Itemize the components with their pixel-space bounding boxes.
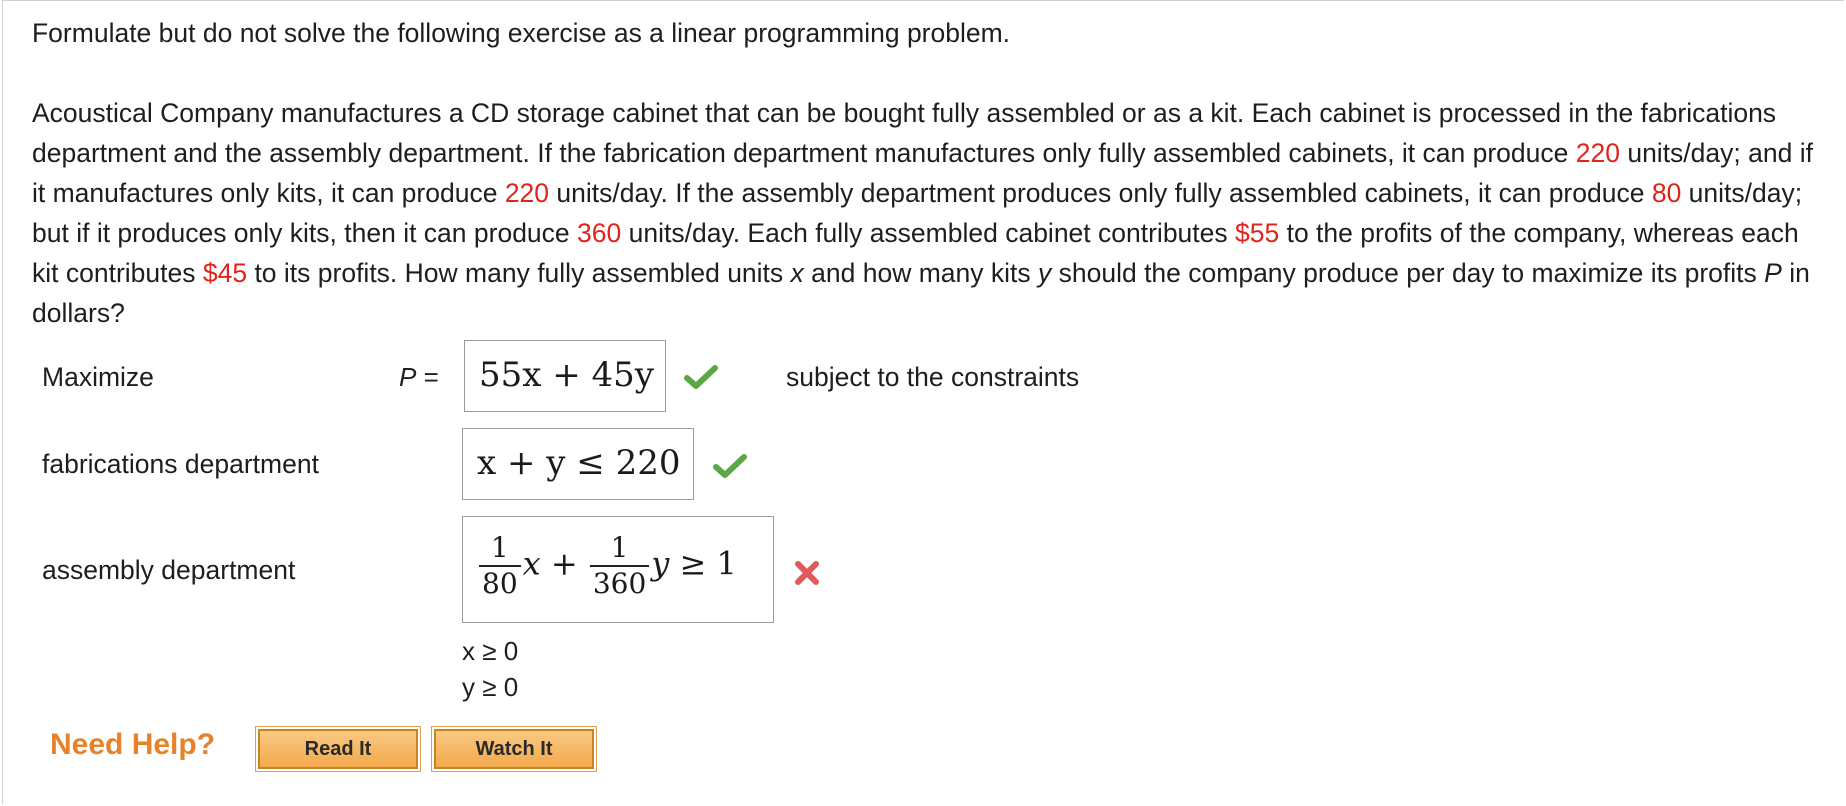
- value-asm-assembled: 80: [1651, 178, 1682, 208]
- question-intro: Formulate but do not solve the following exercise as a linear programming problem.: [32, 18, 1011, 48]
- var-p: P: [399, 362, 417, 392]
- fraction-numerator: 1: [479, 531, 521, 567]
- maximize-label: Maximize: [42, 362, 154, 392]
- value-asm-kits: 360: [577, 218, 622, 248]
- fraction-denominator: 360: [592, 567, 647, 600]
- problem-text: units/day; but if it produces only kits, then it can produce: [32, 178, 1803, 248]
- nonneg-y: y ≥ 0: [462, 672, 519, 702]
- subject-to-text: subject to the constraints: [786, 362, 1080, 392]
- fraction: [479, 531, 521, 601]
- value-profit-assembled: $55: [1235, 218, 1280, 248]
- problem-text: to the profits of the company, whereas each kit contributes: [32, 218, 1799, 288]
- var-x: x: [522, 544, 541, 583]
- var-x: x: [790, 258, 804, 288]
- assembly-label: assembly department: [42, 555, 296, 585]
- problem-text: should the company produce per day to maximize its profits: [1051, 258, 1765, 288]
- fraction: [590, 531, 649, 601]
- problem-statement: [32, 93, 1822, 333]
- var-y: y: [651, 544, 670, 583]
- problem-text: and how many kits: [803, 258, 1038, 288]
- need-help-label: Need Help?: [50, 728, 216, 761]
- fraction-numerator: 1: [590, 531, 649, 567]
- problem-text: units/day. If the assembly department produces only fully assembled cabinets, it can produce: [549, 178, 1652, 208]
- watch-it-button[interactable]: Watch It: [434, 729, 594, 769]
- nonneg-x: x ≥ 0: [462, 636, 519, 666]
- equals-sign: =: [423, 362, 439, 392]
- objective-p-label: [399, 362, 439, 393]
- read-it-button[interactable]: Read It: [258, 729, 418, 769]
- assembly-answer-input[interactable]: [462, 516, 774, 623]
- var-y: y: [1038, 258, 1052, 288]
- objective-answer-text: 55x + 45y: [479, 355, 655, 395]
- check-icon: [684, 364, 718, 390]
- fabrication-answer-input[interactable]: [462, 428, 694, 500]
- value-profit-kit: $45: [202, 258, 248, 288]
- problem-text: Acoustical Company manufactures a CD storage cabinet that can be bought fully assembled or as a kit. Each cabinet is processed in the fabrications department and the assembly department. If the fabrication department manufactures only fully assembled cabinets, it can produce: [32, 98, 1777, 168]
- fraction-denominator: 80: [482, 567, 518, 600]
- value-fab-kits: 220: [504, 178, 550, 208]
- constraint-rhs: ≥ 1: [679, 544, 737, 583]
- objective-answer-input[interactable]: [464, 340, 666, 412]
- var-p: P: [1764, 258, 1782, 288]
- cross-icon: [793, 559, 821, 587]
- fabrication-answer: [477, 443, 681, 483]
- check-icon: [713, 453, 747, 479]
- assembly-answer: $\frac{1}{80}$ x + $\frac{1}{360}$ y ≥ 1: [477, 531, 737, 601]
- value-fab-assembled: 220: [1575, 138, 1620, 168]
- fabrication-answer-text: x + y ≤ 220: [477, 443, 681, 483]
- problem-text: to its profits. How many fully assembled units: [247, 258, 791, 288]
- problem-text: in dollars?: [32, 258, 1810, 328]
- objective-answer: [479, 355, 654, 395]
- problem-text: units/day; and if it manufactures only kits, it can produce: [32, 138, 1813, 208]
- fabrication-label: fabrications department: [42, 449, 319, 479]
- problem-text: units/day. Each fully assembled cabinet contributes: [621, 218, 1236, 248]
